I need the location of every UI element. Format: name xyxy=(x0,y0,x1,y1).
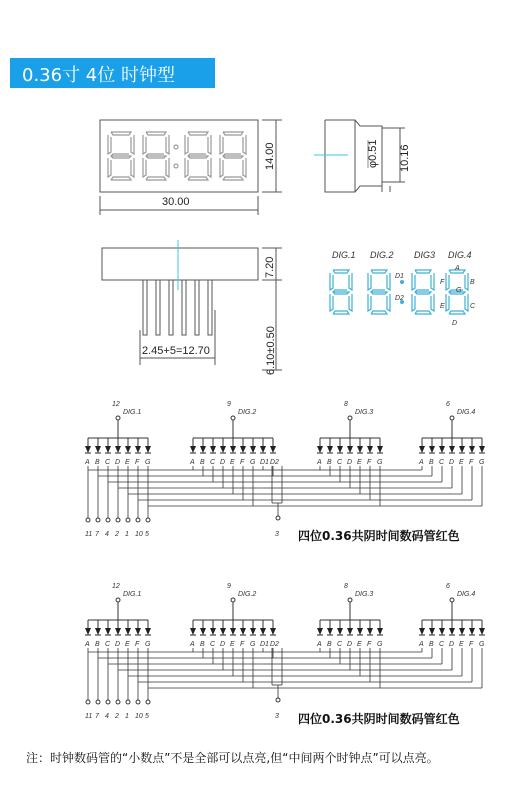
led-diode xyxy=(357,628,363,635)
led-diode xyxy=(85,628,91,635)
segment-label: E xyxy=(357,641,362,648)
led-diode xyxy=(210,628,216,635)
circuit-1 xyxy=(84,401,485,538)
led-diode xyxy=(115,628,121,635)
segment-label: D1 xyxy=(260,641,269,648)
led-diode xyxy=(479,628,485,635)
led-diode xyxy=(210,446,216,453)
segment-label: D xyxy=(449,459,455,466)
dp-pin-number: 3 xyxy=(275,713,279,720)
led-diode xyxy=(125,446,131,453)
segment-label: D2 xyxy=(270,459,279,466)
digit-name: DIG.3 xyxy=(355,591,374,598)
digit-name: DIG.1 xyxy=(123,591,142,598)
led-diode xyxy=(230,628,236,635)
dim-height: 14.00 xyxy=(264,142,276,170)
segment-label: A xyxy=(190,459,195,466)
seg-label: A xyxy=(455,265,460,272)
digit-common-pin xyxy=(450,598,454,602)
led-diode xyxy=(439,628,445,635)
segment-label: G xyxy=(377,459,383,466)
digit-common-pin xyxy=(116,598,120,602)
segment-label: B xyxy=(327,459,332,466)
segment-label: G xyxy=(145,459,151,466)
segment-label: A xyxy=(317,641,322,648)
front-colon-top xyxy=(174,145,178,149)
led-diode xyxy=(449,446,455,453)
segment-label: G xyxy=(145,641,151,648)
segment-label: G xyxy=(377,641,383,648)
led-diode xyxy=(135,446,141,453)
seg-colon-top xyxy=(400,280,404,284)
led-diode xyxy=(419,628,425,635)
dp-pin-number: 3 xyxy=(275,531,279,538)
led-diode xyxy=(145,446,151,453)
led-diode xyxy=(337,628,343,635)
led-diode xyxy=(105,628,111,635)
segment-label: B xyxy=(95,641,100,648)
led-diode xyxy=(367,446,373,453)
bottom-pin-2 xyxy=(156,280,160,335)
led-diode xyxy=(337,446,343,453)
led-diode xyxy=(377,628,383,635)
led-diode xyxy=(105,446,111,453)
segment-label: F xyxy=(367,459,372,466)
segment-pin-number: 5 xyxy=(145,531,149,538)
segment-label: D xyxy=(449,641,455,648)
segment-pin-number: 2 xyxy=(115,531,119,538)
seg-label: D1 xyxy=(395,273,404,280)
led-diode xyxy=(327,446,333,453)
segment-label: E xyxy=(125,459,130,466)
bottom-pin-6 xyxy=(208,280,212,335)
segment-pin xyxy=(126,518,130,522)
digit-common-pin xyxy=(348,416,352,420)
led-diode xyxy=(479,446,485,453)
dim-pitch: 2.45+5=12.70 xyxy=(142,345,210,357)
led-diode xyxy=(220,628,226,635)
segment-label: C xyxy=(105,641,111,648)
led-diode xyxy=(429,446,435,453)
digit-pin-number: 6 xyxy=(446,401,450,408)
segment-label: A xyxy=(190,641,195,648)
segment-pin xyxy=(106,518,110,522)
seg-label: E xyxy=(440,303,445,310)
led-diode xyxy=(367,628,373,635)
segment-label: A xyxy=(419,641,424,648)
digit-pin-number: 9 xyxy=(227,401,231,408)
segment-label: D2 xyxy=(270,641,279,648)
led-diode xyxy=(270,446,276,453)
seg-label: B xyxy=(470,279,475,286)
segment-label: C xyxy=(337,641,343,648)
seg-diagram-digit-1 xyxy=(330,270,352,314)
segment-label: B xyxy=(429,641,434,648)
seg-diagram-digit-2 xyxy=(368,270,390,314)
digit-pin-number: 9 xyxy=(227,583,231,590)
digit-label-2: DIG.2 xyxy=(370,250,394,260)
digit-pin-number: 12 xyxy=(112,401,120,408)
segment-diagram xyxy=(330,250,476,327)
digit-name: DIG.2 xyxy=(238,591,257,598)
front-digit-3 xyxy=(185,132,211,180)
segment-label: C xyxy=(210,459,216,466)
segment-label: C xyxy=(105,459,111,466)
led-diode xyxy=(317,628,323,635)
footnote: 注：时钟数码管的“小数点”不是全部可以点亮,但“中间两个时钟点”可以点亮。 xyxy=(26,751,439,765)
dp-pin xyxy=(276,698,280,702)
led-diode xyxy=(469,446,475,453)
led-diode xyxy=(125,628,131,635)
led-diode xyxy=(429,628,435,635)
led-diode xyxy=(250,628,256,635)
segment-label: F xyxy=(135,641,140,648)
segment-pin-number: 4 xyxy=(105,713,109,720)
segment-label: E xyxy=(459,641,464,648)
seg-label: D xyxy=(452,320,458,327)
digit-pin-number: 12 xyxy=(112,583,120,590)
segment-label: F xyxy=(240,641,245,648)
led-diode xyxy=(377,446,383,453)
segment-label: A xyxy=(85,641,90,648)
led-diode xyxy=(250,446,256,453)
front-view xyxy=(100,120,282,215)
led-diode xyxy=(357,446,363,453)
segment-label: F xyxy=(469,641,474,648)
led-diode xyxy=(347,628,353,635)
segment-label: G xyxy=(479,459,485,466)
segment-label: B xyxy=(327,641,332,648)
seg-label: C xyxy=(470,303,476,310)
led-diode xyxy=(270,628,276,635)
led-diode xyxy=(347,446,353,453)
segment-pin xyxy=(106,700,110,704)
segment-label: C xyxy=(439,459,445,466)
led-diode xyxy=(220,446,226,453)
segment-label: D1 xyxy=(260,459,269,466)
segment-label: A xyxy=(85,459,90,466)
segment-pin-number: 10 xyxy=(135,713,143,720)
digit-common-pin xyxy=(450,416,454,420)
segment-pin xyxy=(86,518,90,522)
segment-pin-number: 7 xyxy=(95,713,99,720)
led-diode xyxy=(145,628,151,635)
segment-label: G xyxy=(250,641,256,648)
segment-label: D xyxy=(347,641,353,648)
led-diode xyxy=(459,628,465,635)
seg-diagram-digit-3 xyxy=(412,270,434,314)
circuit-diagrams xyxy=(84,401,485,720)
led-diode xyxy=(260,446,266,453)
segment-pin-number: 11 xyxy=(85,713,93,720)
segment-label: D xyxy=(115,459,121,466)
seg-label: D2 xyxy=(395,295,404,302)
segment-label: G xyxy=(479,641,485,648)
segment-label: G xyxy=(250,459,256,466)
digit-pin-number: 8 xyxy=(344,583,348,590)
led-diode xyxy=(240,628,246,635)
seg-label: G xyxy=(456,287,462,294)
segment-pin xyxy=(146,700,150,704)
led-diode xyxy=(317,446,323,453)
segment-label: F xyxy=(135,459,140,466)
segment-pin xyxy=(116,518,120,522)
digit-name: DIG.1 xyxy=(123,409,142,416)
segment-label: F xyxy=(240,459,245,466)
bottom-pin-5 xyxy=(195,280,199,335)
segment-label: B xyxy=(95,459,100,466)
segment-label: E xyxy=(459,459,464,466)
segment-pin-number: 5 xyxy=(145,713,149,720)
digit-name: DIG.4 xyxy=(457,591,476,598)
bottom-pin-3 xyxy=(169,280,173,335)
digit-name: DIG.4 xyxy=(457,409,476,416)
digit-label-4: DIG.4 xyxy=(448,250,472,260)
led-diode xyxy=(135,628,141,635)
digit-pin-number: 6 xyxy=(446,583,450,590)
segment-label: E xyxy=(230,641,235,648)
segment-label: D xyxy=(115,641,121,648)
segment-label: C xyxy=(210,641,216,648)
led-diode xyxy=(95,446,101,453)
segment-label: E xyxy=(357,459,362,466)
digit-common-pin xyxy=(116,416,120,420)
circuit-2 xyxy=(84,583,485,720)
led-diode xyxy=(95,628,101,635)
circuit-caption-1: 四位0.36共阴时间数码管红色 xyxy=(298,529,460,543)
segment-label: D xyxy=(220,641,226,648)
digit-common-pin xyxy=(231,416,235,420)
segment-label: F xyxy=(469,459,474,466)
led-diode xyxy=(449,628,455,635)
dim-top-h: 7.20 xyxy=(264,256,276,278)
segment-pin xyxy=(136,518,140,522)
led-diode xyxy=(190,446,196,453)
led-diode xyxy=(190,628,196,635)
digit-label-3: DIG3 xyxy=(414,250,436,260)
segment-pin-number: 2 xyxy=(115,713,119,720)
led-diode xyxy=(200,446,206,453)
segment-pin xyxy=(116,700,120,704)
front-digit-1 xyxy=(108,132,134,180)
led-diode xyxy=(200,628,206,635)
digit-common-pin xyxy=(231,598,235,602)
segment-label: B xyxy=(429,459,434,466)
segment-label: A xyxy=(317,459,322,466)
segment-label: D xyxy=(347,459,353,466)
digit-label-1: DIG.1 xyxy=(332,250,356,260)
led-diode xyxy=(439,446,445,453)
led-diode xyxy=(469,628,475,635)
segment-label: E xyxy=(125,641,130,648)
segment-pin xyxy=(136,700,140,704)
led-diode xyxy=(459,446,465,453)
segment-label: B xyxy=(200,459,205,466)
segment-pin-number: 1 xyxy=(125,531,129,538)
front-colon-bottom xyxy=(174,164,178,168)
segment-label: F xyxy=(367,641,372,648)
digit-name: DIG.2 xyxy=(238,409,257,416)
dim-width: 30.00 xyxy=(162,196,190,208)
led-diode xyxy=(115,446,121,453)
bottom-pin-1 xyxy=(143,280,147,335)
circuit-caption-2: 四位0.36共阴时间数码管红色 xyxy=(298,712,460,726)
segment-label: A xyxy=(419,459,424,466)
led-diode xyxy=(230,446,236,453)
dim-dot: φ0.51 xyxy=(367,139,379,168)
segment-pin-number: 7 xyxy=(95,531,99,538)
bottom-pin-4 xyxy=(182,280,186,335)
side-view xyxy=(325,120,405,192)
segment-label: C xyxy=(337,459,343,466)
segment-label: B xyxy=(200,641,205,648)
title-text: 0.36寸 4位 时钟型 xyxy=(22,65,175,86)
segment-pin xyxy=(96,700,100,704)
dim-side: 10.16 xyxy=(399,144,411,172)
front-digit-4 xyxy=(220,132,246,180)
segment-label: D xyxy=(220,459,226,466)
segment-pin xyxy=(146,518,150,522)
segment-pin xyxy=(86,700,90,704)
dim-pin-len: 6.10±0.50 xyxy=(265,326,277,375)
segment-pin-number: 4 xyxy=(105,531,109,538)
led-diode xyxy=(327,628,333,635)
led-diode xyxy=(419,446,425,453)
dp-pin xyxy=(276,516,280,520)
digit-common-pin xyxy=(348,598,352,602)
segment-pin-number: 11 xyxy=(85,531,93,538)
segment-label: C xyxy=(439,641,445,648)
digit-name: DIG.3 xyxy=(355,409,374,416)
led-diode xyxy=(240,446,246,453)
led-diode xyxy=(85,446,91,453)
front-digit-2 xyxy=(143,132,169,180)
segment-label: E xyxy=(230,459,235,466)
led-diode xyxy=(260,628,266,635)
segment-pin-number: 1 xyxy=(125,713,129,720)
segment-pin xyxy=(126,700,130,704)
segment-pin-number: 10 xyxy=(135,531,143,538)
seg-label: F xyxy=(440,279,445,286)
digit-pin-number: 8 xyxy=(344,401,348,408)
segment-pin xyxy=(96,518,100,522)
